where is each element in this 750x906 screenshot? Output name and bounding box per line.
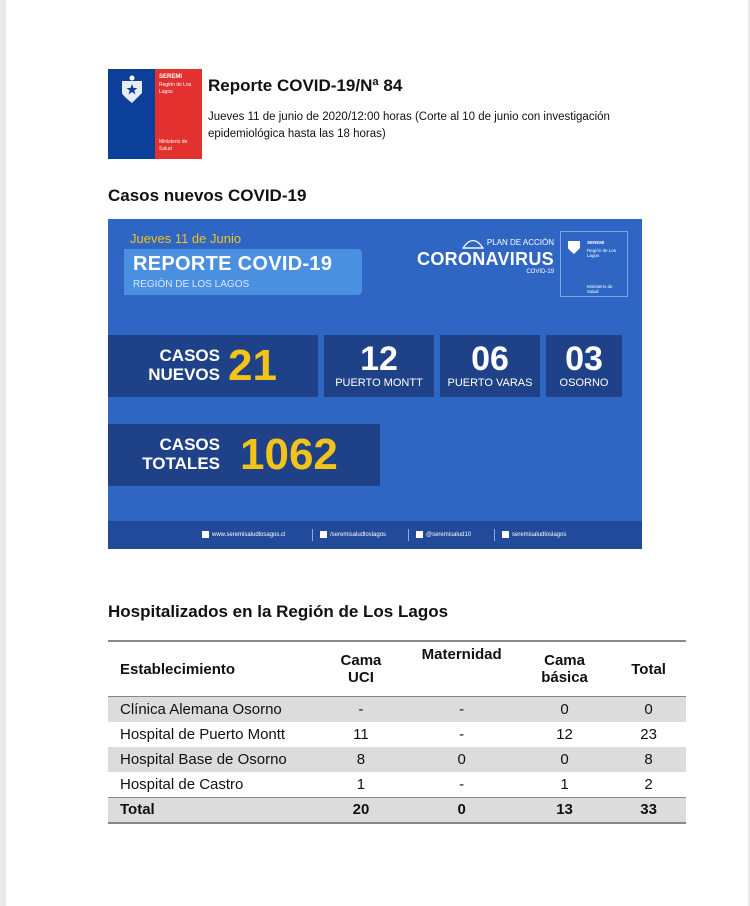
logo-ministry-text: Ministerio de Salud [159,139,188,152]
document-page [6,0,748,906]
banner-seremi-l2: Región de Los Lagos [587,248,617,258]
web-icon [202,531,209,538]
cell-uci: 8 [317,747,406,772]
total-cases-box [108,424,380,486]
plan-small-text [404,237,554,249]
logo-region-text: Región de Los Lagos [159,82,192,95]
cell-basica: 0 [518,697,611,723]
banner-report-title: REPORTE COVID-19 [133,253,333,275]
social-instagram-text: seremisaludloslagos [512,531,567,538]
cell-uci: 1 [356,776,366,793]
col-header-uci [317,641,406,697]
table-row [108,697,686,723]
cell-maternidad: - [405,697,517,723]
total-cases-label-2: TOTALES [142,454,220,473]
logo-red-panel [155,69,202,159]
cell-name: Hospital Base de Osorno [108,747,317,772]
table-row [108,772,686,798]
social-twitter [416,531,471,538]
table-row [108,722,686,747]
banner-seremi-logo [560,231,628,297]
col-header-uci-1: Cama [340,652,382,669]
city-name-puerto-varas: PUERTO VARAS [447,377,533,389]
col-header-basica-2: básica [541,669,588,686]
report-pill [124,249,362,295]
city-box-puerto-montt [324,335,434,397]
banner-shield-icon [566,238,582,256]
chile-shield-icon [118,75,146,105]
banner-seremi-l1: SEREMI [587,240,605,245]
cell-total: 2 [644,776,653,793]
covid-infographic [108,219,642,549]
city-box-osorno [546,335,622,397]
social-twitter-text: @seremisalud10 [426,531,472,538]
cell-maternidad: - [459,726,465,743]
cell-name: Hospital de Puerto Montt [120,726,286,743]
col-header-basica-1: Cama [544,652,585,669]
total-cases-count: 1062 [240,430,338,479]
cell-total-maternidad: 0 [405,798,517,824]
table-total-row [108,798,686,824]
social-facebook-text: /seremisaludloslagos [330,531,387,538]
cell-uci: - [317,697,406,723]
plan-tiny-text: COVID-19 [526,269,554,275]
logo-seremi-text: SEREMI [159,74,183,80]
cell-total: 0 [611,697,686,723]
banner-region: REGIÓN DE LOS LAGOS [133,279,250,290]
banner-date: Jueves 11 de Junio [130,231,242,246]
hospitalized-table [108,640,686,824]
cell-total-basica: 13 [518,798,611,824]
dome-icon [461,237,485,249]
report-subtitle: Jueves 11 de junio de 2020/12:00 horas (Corte al 10 de junio con investigación epidemiológica hasta las 18 horas) [208,111,610,140]
social-instagram [502,531,566,538]
cell-total: 8 [611,747,686,772]
table-header-row [108,641,686,697]
city-count-puerto-montt: 12 [360,340,398,378]
new-cases-box [108,335,318,397]
new-cases-heading: Casos nuevos COVID-19 [108,186,307,205]
city-box-puerto-varas [440,335,540,397]
cell-basica: 1 [560,776,569,793]
new-cases-label-1: CASOS [159,346,220,365]
report-title: Reporte COVID-19/Nª 84 [208,76,403,95]
social-divider [408,529,409,541]
social-web-text: www.seremisaludlosagos.cl [212,531,286,538]
social-web [202,531,285,538]
facebook-icon [320,531,327,538]
cell-total-uci: 20 [317,798,406,824]
col-header-establecimiento: Establecimiento [108,641,317,697]
cell-name: Clínica Alemana Osorno [108,697,317,723]
cell-total: 23 [640,726,657,743]
new-cases-label [130,346,220,384]
instagram-icon [502,531,509,538]
total-cases-label [130,435,220,473]
cell-total-name: Total [108,798,317,824]
col-header-maternidad: Maternidad [405,641,517,697]
cell-maternidad: - [459,776,465,793]
plan-accion-block [404,237,554,275]
new-cases-count: 21 [228,341,277,390]
banner-seremi-l3: Ministerio de Salud [587,284,613,294]
seremi-logo [108,69,202,159]
cell-name: Hospital de Castro [120,776,244,793]
twitter-icon [416,531,423,538]
cell-uci: 11 [353,726,369,743]
city-name-osorno: OSORNO [559,377,609,389]
plan-big-text: CORONAVIRUS [417,249,554,269]
city-count-puerto-varas: 06 [471,340,509,378]
cell-basica: 12 [556,726,573,743]
social-facebook [320,531,386,538]
social-divider [312,529,313,541]
social-footer [108,521,642,549]
city-count-osorno: 03 [565,340,603,378]
hospitalized-heading: Hospitalizados en la Región de Los Lagos [108,602,449,621]
cell-maternidad: 0 [405,747,517,772]
col-header-basica [518,641,611,697]
cell-basica: 0 [518,747,611,772]
new-cases-label-2: NUEVOS [148,365,220,384]
total-cases-label-1: CASOS [159,435,220,454]
col-header-uci-2: UCI [348,669,374,686]
social-divider [494,529,495,541]
plan-small-label: PLAN DE ACCIÓN [486,238,554,248]
logo-blue-panel [108,69,155,159]
col-header-total: Total [611,641,686,697]
city-name-puerto-montt: PUERTO MONTT [335,377,423,389]
table-row [108,747,686,772]
cell-total-total: 33 [611,798,686,824]
